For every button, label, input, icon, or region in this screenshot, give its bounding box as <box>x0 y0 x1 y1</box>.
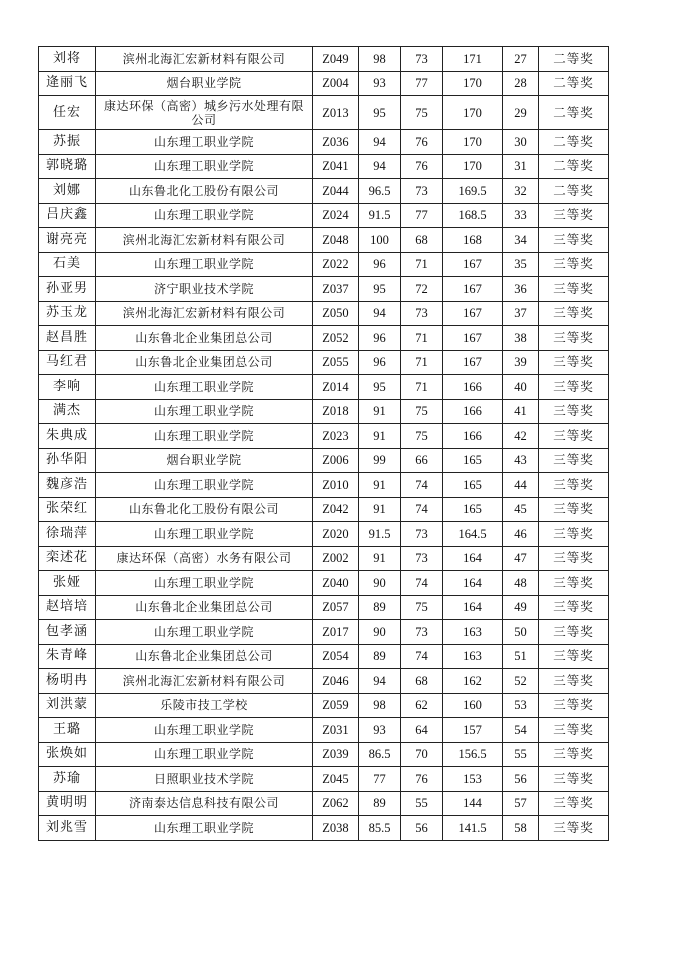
prize-level: 三等奖 <box>539 522 609 547</box>
contestant-name: 任宏 <box>39 96 96 130</box>
score-2: 75 <box>401 96 443 130</box>
contestant-code: Z010 <box>313 473 359 498</box>
contestant-name: 孙华阳 <box>39 448 96 473</box>
total-score: 167 <box>443 326 503 351</box>
contestant-code: Z018 <box>313 399 359 424</box>
unit-name: 滨州北海汇宏新材料有限公司 <box>96 669 313 694</box>
table-row <box>39 620 609 645</box>
table-row <box>39 228 609 253</box>
unit-name: 济宁职业技术学院 <box>96 277 313 302</box>
table-row <box>39 301 609 326</box>
table-row <box>39 399 609 424</box>
rank: 47 <box>503 546 539 571</box>
total-score: 165 <box>443 497 503 522</box>
rank: 36 <box>503 277 539 302</box>
table-row <box>39 473 609 498</box>
score-2: 76 <box>401 130 443 155</box>
score-1: 90 <box>359 620 401 645</box>
unit-name: 日照职业技术学院 <box>96 767 313 792</box>
unit-name: 山东理工职业学院 <box>96 203 313 228</box>
prize-level: 三等奖 <box>539 791 609 816</box>
table-row <box>39 203 609 228</box>
unit-name: 乐陵市技工学校 <box>96 693 313 718</box>
contestant-code: Z042 <box>313 497 359 522</box>
contestant-code: Z038 <box>313 816 359 841</box>
table-row <box>39 154 609 179</box>
contestant-name: 郭晓璐 <box>39 154 96 179</box>
contestant-name: 赵昌胜 <box>39 326 96 351</box>
prize-level: 三等奖 <box>539 448 609 473</box>
score-2: 75 <box>401 424 443 449</box>
rank: 33 <box>503 203 539 228</box>
rank: 49 <box>503 595 539 620</box>
contestant-code: Z049 <box>313 47 359 72</box>
prize-level: 三等奖 <box>539 399 609 424</box>
unit-name: 烟台职业学院 <box>96 71 313 96</box>
table-row <box>39 130 609 155</box>
total-score: 163 <box>443 620 503 645</box>
contestant-name: 刘洪蒙 <box>39 693 96 718</box>
contestant-code: Z031 <box>313 718 359 743</box>
total-score: 163 <box>443 644 503 669</box>
unit-name: 山东理工职业学院 <box>96 571 313 596</box>
unit-name: 山东鲁北化工股份有限公司 <box>96 497 313 522</box>
total-score: 166 <box>443 375 503 400</box>
score-1: 99 <box>359 448 401 473</box>
table-row <box>39 669 609 694</box>
results-table <box>38 46 609 841</box>
prize-level: 三等奖 <box>539 473 609 498</box>
score-1: 95 <box>359 96 401 130</box>
rank: 51 <box>503 644 539 669</box>
score-1: 100 <box>359 228 401 253</box>
total-score: 164 <box>443 546 503 571</box>
score-2: 73 <box>401 47 443 72</box>
score-2: 62 <box>401 693 443 718</box>
total-score: 168 <box>443 228 503 253</box>
score-2: 73 <box>401 620 443 645</box>
unit-name: 康达环保（高密）城乡污水处理有限公司 <box>96 96 313 130</box>
contestant-code: Z048 <box>313 228 359 253</box>
score-2: 74 <box>401 644 443 669</box>
table-body <box>39 47 609 841</box>
contestant-code: Z044 <box>313 179 359 204</box>
total-score: 167 <box>443 252 503 277</box>
score-2: 77 <box>401 71 443 96</box>
rank: 39 <box>503 350 539 375</box>
contestant-code: Z041 <box>313 154 359 179</box>
unit-name: 山东理工职业学院 <box>96 473 313 498</box>
total-score: 167 <box>443 350 503 375</box>
rank: 27 <box>503 47 539 72</box>
score-1: 91 <box>359 497 401 522</box>
prize-level: 三等奖 <box>539 595 609 620</box>
score-1: 93 <box>359 71 401 96</box>
prize-level: 二等奖 <box>539 130 609 155</box>
prize-level: 三等奖 <box>539 742 609 767</box>
unit-name: 山东理工职业学院 <box>96 399 313 424</box>
unit-name: 山东鲁北化工股份有限公司 <box>96 179 313 204</box>
total-score: 166 <box>443 424 503 449</box>
table-row <box>39 96 609 130</box>
table-row <box>39 767 609 792</box>
rank: 30 <box>503 130 539 155</box>
contestant-name: 包孝涵 <box>39 620 96 645</box>
total-score: 170 <box>443 154 503 179</box>
contestant-name: 逄丽飞 <box>39 71 96 96</box>
score-1: 96.5 <box>359 179 401 204</box>
prize-level: 三等奖 <box>539 375 609 400</box>
prize-level: 三等奖 <box>539 326 609 351</box>
score-2: 55 <box>401 791 443 816</box>
score-1: 85.5 <box>359 816 401 841</box>
total-score: 170 <box>443 130 503 155</box>
prize-level: 三等奖 <box>539 669 609 694</box>
score-1: 89 <box>359 791 401 816</box>
total-score: 153 <box>443 767 503 792</box>
table-row <box>39 277 609 302</box>
rank: 54 <box>503 718 539 743</box>
contestant-code: Z045 <box>313 767 359 792</box>
table-row <box>39 375 609 400</box>
unit-name: 山东鲁北企业集团总公司 <box>96 595 313 620</box>
total-score: 165 <box>443 448 503 473</box>
contestant-code: Z013 <box>313 96 359 130</box>
contestant-code: Z037 <box>313 277 359 302</box>
rank: 28 <box>503 71 539 96</box>
contestant-code: Z022 <box>313 252 359 277</box>
contestant-name: 王璐 <box>39 718 96 743</box>
contestant-name: 朱青峰 <box>39 644 96 669</box>
table-row <box>39 179 609 204</box>
total-score: 164 <box>443 571 503 596</box>
total-score: 171 <box>443 47 503 72</box>
contestant-name: 张荣红 <box>39 497 96 522</box>
contestant-code: Z006 <box>313 448 359 473</box>
score-2: 73 <box>401 546 443 571</box>
contestant-name: 石美 <box>39 252 96 277</box>
score-1: 89 <box>359 644 401 669</box>
score-1: 90 <box>359 571 401 596</box>
table-row <box>39 644 609 669</box>
unit-name: 烟台职业学院 <box>96 448 313 473</box>
total-score: 156.5 <box>443 742 503 767</box>
rank: 35 <box>503 252 539 277</box>
total-score: 162 <box>443 669 503 694</box>
contestant-name: 魏彦浩 <box>39 473 96 498</box>
score-2: 71 <box>401 375 443 400</box>
contestant-name: 刘兆雪 <box>39 816 96 841</box>
score-1: 95 <box>359 277 401 302</box>
prize-level: 二等奖 <box>539 71 609 96</box>
total-score: 167 <box>443 301 503 326</box>
unit-name: 滨州北海汇宏新材料有限公司 <box>96 228 313 253</box>
unit-name: 济南泰达信息科技有限公司 <box>96 791 313 816</box>
contestant-code: Z002 <box>313 546 359 571</box>
score-2: 71 <box>401 350 443 375</box>
total-score: 144 <box>443 791 503 816</box>
unit-name: 山东理工职业学院 <box>96 816 313 841</box>
prize-level: 三等奖 <box>539 816 609 841</box>
rank: 41 <box>503 399 539 424</box>
contestant-name: 谢亮亮 <box>39 228 96 253</box>
contestant-code: Z054 <box>313 644 359 669</box>
contestant-code: Z036 <box>313 130 359 155</box>
unit-name: 滨州北海汇宏新材料有限公司 <box>96 301 313 326</box>
prize-level: 三等奖 <box>539 424 609 449</box>
score-1: 93 <box>359 718 401 743</box>
score-1: 91.5 <box>359 203 401 228</box>
contestant-name: 张娅 <box>39 571 96 596</box>
unit-name: 山东理工职业学院 <box>96 252 313 277</box>
contestant-name: 李响 <box>39 375 96 400</box>
contestant-name: 徐瑞萍 <box>39 522 96 547</box>
score-2: 56 <box>401 816 443 841</box>
score-1: 91 <box>359 473 401 498</box>
total-score: 170 <box>443 96 503 130</box>
table-row <box>39 693 609 718</box>
score-1: 91 <box>359 399 401 424</box>
rank: 37 <box>503 301 539 326</box>
table-row <box>39 326 609 351</box>
total-score: 166 <box>443 399 503 424</box>
rank: 46 <box>503 522 539 547</box>
table-row <box>39 448 609 473</box>
prize-level: 三等奖 <box>539 228 609 253</box>
total-score: 157 <box>443 718 503 743</box>
score-2: 76 <box>401 154 443 179</box>
contestant-name: 刘将 <box>39 47 96 72</box>
score-1: 98 <box>359 47 401 72</box>
table-row <box>39 71 609 96</box>
contestant-code: Z055 <box>313 350 359 375</box>
contestant-code: Z040 <box>313 571 359 596</box>
unit-name: 山东理工职业学院 <box>96 154 313 179</box>
total-score: 160 <box>443 693 503 718</box>
score-1: 94 <box>359 154 401 179</box>
rank: 57 <box>503 791 539 816</box>
unit-name: 山东鲁北企业集团总公司 <box>96 326 313 351</box>
contestant-name: 苏振 <box>39 130 96 155</box>
table-row <box>39 816 609 841</box>
score-1: 95 <box>359 375 401 400</box>
score-2: 74 <box>401 473 443 498</box>
score-1: 89 <box>359 595 401 620</box>
score-2: 68 <box>401 228 443 253</box>
score-1: 77 <box>359 767 401 792</box>
table-row <box>39 522 609 547</box>
prize-level: 三等奖 <box>539 644 609 669</box>
contestant-name: 苏瑜 <box>39 767 96 792</box>
unit-name: 山东理工职业学院 <box>96 718 313 743</box>
unit-name: 滨州北海汇宏新材料有限公司 <box>96 47 313 72</box>
prize-level: 二等奖 <box>539 96 609 130</box>
contestant-code: Z039 <box>313 742 359 767</box>
prize-level: 三等奖 <box>539 546 609 571</box>
score-2: 77 <box>401 203 443 228</box>
prize-level: 三等奖 <box>539 497 609 522</box>
rank: 55 <box>503 742 539 767</box>
rank: 32 <box>503 179 539 204</box>
contestant-name: 朱典成 <box>39 424 96 449</box>
contestant-code: Z062 <box>313 791 359 816</box>
contestant-name: 马红君 <box>39 350 96 375</box>
score-2: 64 <box>401 718 443 743</box>
score-2: 73 <box>401 301 443 326</box>
prize-level: 三等奖 <box>539 350 609 375</box>
rank: 40 <box>503 375 539 400</box>
score-1: 96 <box>359 326 401 351</box>
score-2: 71 <box>401 326 443 351</box>
score-2: 71 <box>401 252 443 277</box>
score-1: 94 <box>359 301 401 326</box>
contestant-name: 孙亚男 <box>39 277 96 302</box>
total-score: 167 <box>443 277 503 302</box>
score-1: 91 <box>359 424 401 449</box>
rank: 48 <box>503 571 539 596</box>
score-1: 86.5 <box>359 742 401 767</box>
score-2: 70 <box>401 742 443 767</box>
rank: 29 <box>503 96 539 130</box>
unit-name: 山东理工职业学院 <box>96 522 313 547</box>
contestant-code: Z023 <box>313 424 359 449</box>
prize-level: 二等奖 <box>539 154 609 179</box>
total-score: 164.5 <box>443 522 503 547</box>
table-row <box>39 595 609 620</box>
score-2: 74 <box>401 497 443 522</box>
contestant-name: 刘娜 <box>39 179 96 204</box>
score-1: 96 <box>359 252 401 277</box>
total-score: 165 <box>443 473 503 498</box>
table-row <box>39 252 609 277</box>
rank: 56 <box>503 767 539 792</box>
contestant-name: 杨明冉 <box>39 669 96 694</box>
score-1: 96 <box>359 350 401 375</box>
contestant-name: 黄明明 <box>39 791 96 816</box>
table-row <box>39 47 609 72</box>
unit-name: 山东理工职业学院 <box>96 375 313 400</box>
score-1: 94 <box>359 669 401 694</box>
rank: 42 <box>503 424 539 449</box>
unit-name: 山东理工职业学院 <box>96 424 313 449</box>
table-row <box>39 742 609 767</box>
contestant-code: Z052 <box>313 326 359 351</box>
contestant-name: 张焕如 <box>39 742 96 767</box>
score-2: 72 <box>401 277 443 302</box>
prize-level: 三等奖 <box>539 252 609 277</box>
contestant-code: Z059 <box>313 693 359 718</box>
contestant-code: Z004 <box>313 71 359 96</box>
score-2: 76 <box>401 767 443 792</box>
rank: 52 <box>503 669 539 694</box>
contestant-code: Z020 <box>313 522 359 547</box>
rank: 38 <box>503 326 539 351</box>
table-row <box>39 718 609 743</box>
score-1: 91.5 <box>359 522 401 547</box>
prize-level: 三等奖 <box>539 203 609 228</box>
score-2: 73 <box>401 522 443 547</box>
unit-name: 山东理工职业学院 <box>96 620 313 645</box>
contestant-name: 赵培培 <box>39 595 96 620</box>
score-1: 91 <box>359 546 401 571</box>
total-score: 168.5 <box>443 203 503 228</box>
rank: 50 <box>503 620 539 645</box>
total-score: 164 <box>443 595 503 620</box>
prize-level: 三等奖 <box>539 620 609 645</box>
score-2: 75 <box>401 399 443 424</box>
score-2: 73 <box>401 179 443 204</box>
unit-name: 山东鲁北企业集团总公司 <box>96 644 313 669</box>
score-2: 66 <box>401 448 443 473</box>
contestant-code: Z046 <box>313 669 359 694</box>
contestant-code: Z014 <box>313 375 359 400</box>
table-row <box>39 571 609 596</box>
table-row <box>39 350 609 375</box>
rank: 31 <box>503 154 539 179</box>
score-2: 75 <box>401 595 443 620</box>
prize-level: 三等奖 <box>539 301 609 326</box>
prize-level: 三等奖 <box>539 277 609 302</box>
unit-name: 山东理工职业学院 <box>96 742 313 767</box>
unit-name: 山东理工职业学院 <box>96 130 313 155</box>
contestant-name: 满杰 <box>39 399 96 424</box>
prize-level: 二等奖 <box>539 179 609 204</box>
table-row <box>39 424 609 449</box>
prize-level: 三等奖 <box>539 718 609 743</box>
rank: 58 <box>503 816 539 841</box>
contestant-code: Z050 <box>313 301 359 326</box>
prize-level: 三等奖 <box>539 693 609 718</box>
contestant-name: 吕庆鑫 <box>39 203 96 228</box>
prize-level: 三等奖 <box>539 571 609 596</box>
prize-level: 二等奖 <box>539 47 609 72</box>
contestant-code: Z024 <box>313 203 359 228</box>
score-2: 74 <box>401 571 443 596</box>
total-score: 141.5 <box>443 816 503 841</box>
contestant-name: 苏玉龙 <box>39 301 96 326</box>
unit-name: 山东鲁北企业集团总公司 <box>96 350 313 375</box>
table-row <box>39 791 609 816</box>
rank: 44 <box>503 473 539 498</box>
rank: 34 <box>503 228 539 253</box>
score-2: 68 <box>401 669 443 694</box>
rank: 43 <box>503 448 539 473</box>
total-score: 170 <box>443 71 503 96</box>
table-row <box>39 497 609 522</box>
unit-name: 康达环保（高密）水务有限公司 <box>96 546 313 571</box>
score-1: 98 <box>359 693 401 718</box>
prize-level: 三等奖 <box>539 767 609 792</box>
rank: 45 <box>503 497 539 522</box>
contestant-code: Z057 <box>313 595 359 620</box>
score-1: 94 <box>359 130 401 155</box>
contestant-code: Z017 <box>313 620 359 645</box>
rank: 53 <box>503 693 539 718</box>
table-row <box>39 546 609 571</box>
contestant-name: 栾述花 <box>39 546 96 571</box>
total-score: 169.5 <box>443 179 503 204</box>
